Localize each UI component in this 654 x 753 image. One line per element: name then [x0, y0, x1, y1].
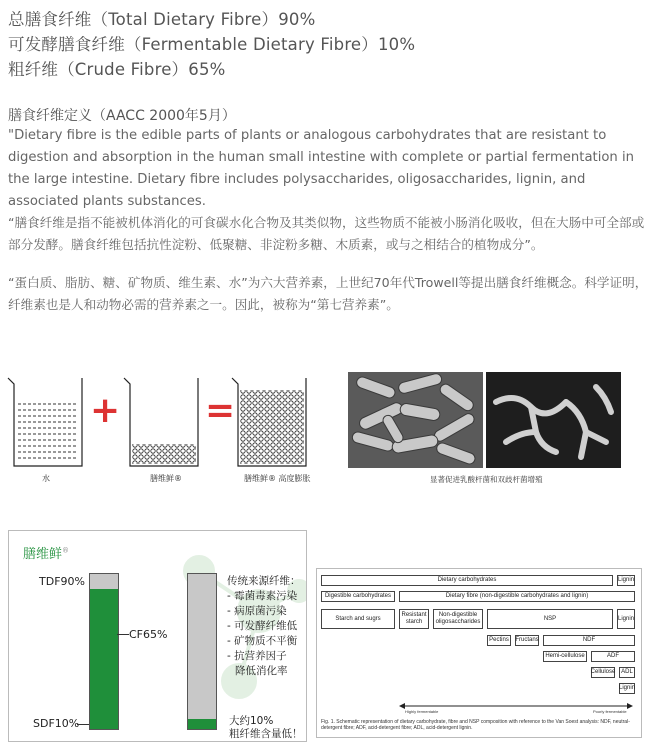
box-ndf: NDF [543, 635, 635, 646]
box-resistant-starch: Resistant starch [399, 609, 429, 629]
beaker-water-label: 水 [42, 474, 50, 483]
legend-item: 降低消化率 [235, 665, 288, 677]
bottom-note-low-crude: 粗纤维含量低！ [229, 728, 303, 740]
bar-traditional-green [187, 719, 217, 730]
beakers-svg [0, 370, 340, 490]
box-pectins: Pectins [487, 635, 511, 646]
box-lignin-top: Lignin [617, 575, 635, 586]
box-starch-sugars: Starch and sugrs [321, 609, 395, 629]
legend-item: - 病原菌污染 [227, 605, 287, 617]
bacteria-rods-image [348, 372, 483, 468]
cf-label: CF65% [129, 628, 168, 641]
bifidobacterium-photo [486, 372, 621, 468]
box-cellulose: Cellulose [591, 667, 615, 678]
highly-fermentable-label: Highly fermentable [405, 709, 439, 714]
box-adf: ADF [591, 651, 635, 662]
photo-caption: 显著促进乳酸杆菌和双歧杆菌增殖 [430, 475, 543, 484]
brand-name: 膳维鲜 [23, 547, 63, 562]
header-line-fermentable-fibre: 可发酵膳食纤维（Fermentable Dietary Fibre）10% [8, 35, 416, 54]
legend-item: - 可发酵纤维低 [227, 620, 298, 632]
brand-title [23, 543, 69, 562]
header-line-crude-fibre: 粗纤维（Crude Fibre）65% [8, 60, 226, 79]
definition-title: 膳食纤维定义（AACC 2000年5月） [8, 108, 236, 124]
beaker-illustration [0, 370, 340, 490]
box-nsp: NSP [487, 609, 613, 629]
box-adl: ADL [619, 667, 635, 678]
legend-item: - 霉菌毒素污染 [227, 590, 298, 602]
bacteria-branched-image [486, 372, 621, 468]
box-digestible: Digestible carbohydrates [321, 591, 395, 602]
bar-traditional-gray [187, 573, 217, 721]
paragraph-definition-cn: “膳食纤维是指不能被机体消化的可食碳水化合物及其类似物，这些物质不能被小肠消化吸收，但在大肠中可全部或部分发酵。膳食纤维包括抗性淀粉、低聚糖、非淀粉多糖、木质素，或与之相结合的植物成分”。 [8, 215, 645, 252]
box-fructans: Fructans [515, 635, 539, 646]
beaker-swollen [232, 378, 306, 466]
schematic-caption: Fig. 1. Schematic representation of dietary carbohydrate, fibre and NSP composition with reference to the Van Soest analysis: NDF, neutral-detergent fibre; ADF, acid-detergent fibre; ADL, acid-detergent lignin. [321, 719, 630, 731]
tdf-label: TDF90% [39, 575, 85, 588]
legend-item: - 矿物质不平衡 [227, 635, 298, 647]
beaker-swollen-label: 膳维鲜® 高度膨胀 [244, 474, 311, 483]
box-nondigestible-oligo: Non-digestible oligosaccharides [433, 609, 483, 629]
legend-item: - 抗营养因子 [227, 650, 287, 662]
box-lignin-mid: Lignin [617, 609, 635, 629]
poorly-fermentable-label: Poorly fermentable [593, 709, 627, 714]
definition-text: "Dietary fibre is the edible parts of plants or analogous carbohydrates that are resistant to digestion and absorption in the human small intestine with complete or partial fermentation in the large intestine. Dietary fibre includes polysaccharides, oligosaccharides, lignin, and associated plants substances. [8, 128, 634, 209]
lactobacillus-photo [348, 372, 483, 468]
header-line-total-fibre: 总膳食纤维（Total Dietary Fibre）90% [8, 10, 316, 29]
registered-mark: ® [62, 546, 70, 555]
box-dietary-fibre: Dietary fibre (non-digestible carbohydrates and lignin) [399, 591, 635, 602]
box-lignin-bottom: Lignin [619, 683, 635, 694]
plus-sign: + [90, 390, 121, 431]
beaker-powder [124, 378, 198, 466]
sdf-label: SDF10% [33, 717, 80, 730]
beaker-powder-label: 膳维鲜® [150, 474, 182, 483]
bar-product-green [89, 589, 119, 730]
sdf-pointer-line [77, 724, 89, 725]
beaker-water [8, 378, 82, 466]
fibre-schematic-diagram [316, 568, 642, 738]
product-fibre-chart [8, 530, 307, 742]
box-hemicellulose: Hemi-cellulose [543, 651, 587, 662]
cf-pointer-line [117, 634, 129, 635]
box-dietary-carbohydrates: Dietary carbohydrates [321, 575, 613, 586]
paragraph-seventh-nutrient: “蛋白质、脂肪、糖、矿物质、维生素、水”为六大营养素，上世纪70年代Trowell等提出膳食纤维概念。科学证明，纤维素也是人和动物必需的营养素之一。因此，被称为“第七营养素”。 [8, 275, 648, 312]
bottom-note-approx: 大约10% [229, 715, 274, 727]
equals-sign: = [205, 390, 236, 431]
legend-title: 传统来源纤维： [227, 575, 301, 587]
